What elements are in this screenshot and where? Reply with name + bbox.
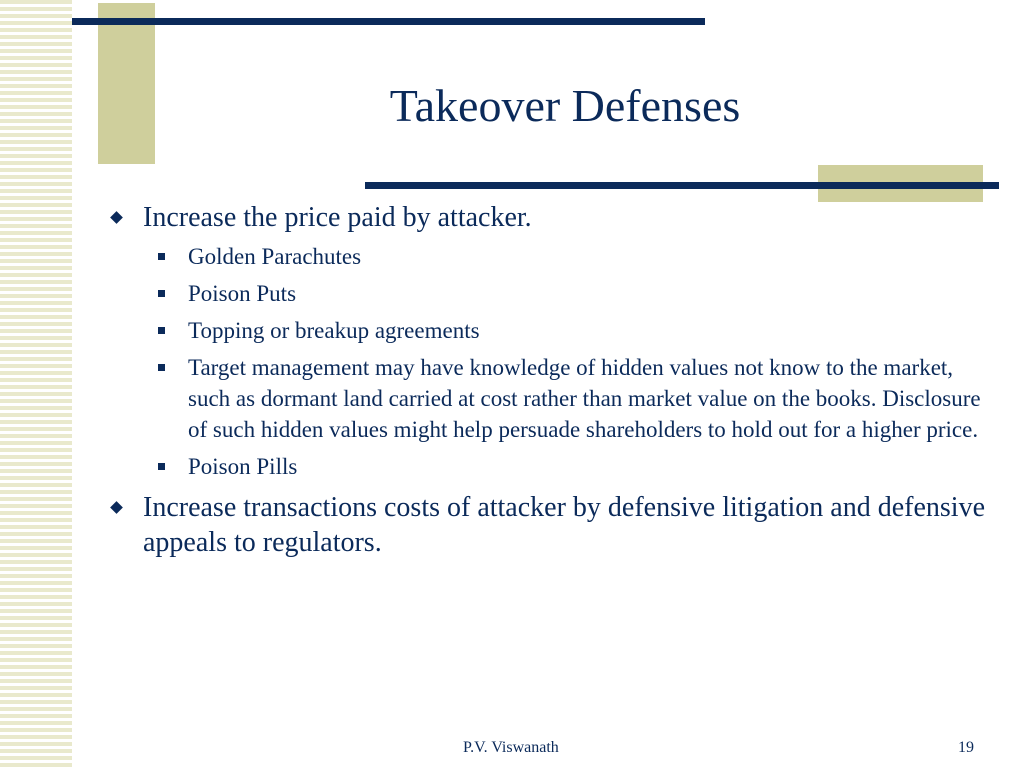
sub-bullet-text: Poison Puts [188,281,297,306]
title-underline-rule [365,182,999,189]
sub-bullet-item [105,315,985,346]
slide-body [105,200,985,560]
sub-bullet-item [105,451,985,482]
square-bullet-icon [158,290,165,297]
footer-page-number: 19 [958,739,974,756]
diamond-bullet-icon [110,211,123,224]
sub-bullet-item [105,278,985,309]
footer-author: P.V. Viswanath [463,739,559,756]
left-stripe-decoration [0,0,72,768]
sub-bullet-item [105,352,985,445]
top-left-accent-block [98,3,155,164]
slide-title: Takeover Defenses [389,80,741,131]
square-bullet-icon [158,327,165,334]
bullet-item [105,490,985,560]
square-bullet-icon [158,364,165,371]
sub-bullet-item [105,241,985,272]
sub-bullet-text: Target management may have knowledge of hidden values not know to the market, such as dormant land carried at cost rather than market value on the books. Disclosure of such hidden values might help persuade shareholders to hold out for a higher price. [188,355,981,442]
sub-bullet-text: Golden Parachutes [188,244,362,269]
bullet-text: Increase the price paid by attacker. [143,202,532,233]
bullet-item [105,200,985,235]
top-rule [72,18,705,25]
square-bullet-icon [158,253,165,260]
sub-bullet-text: Poison Pills [188,454,298,479]
square-bullet-icon [158,463,165,470]
bullet-text: Increase transactions costs of attacker by defensive litigation and defensive appeals to regulators. [143,492,986,558]
sub-bullet-text: Topping or breakup agreements [188,318,480,343]
diamond-bullet-icon [110,501,123,514]
